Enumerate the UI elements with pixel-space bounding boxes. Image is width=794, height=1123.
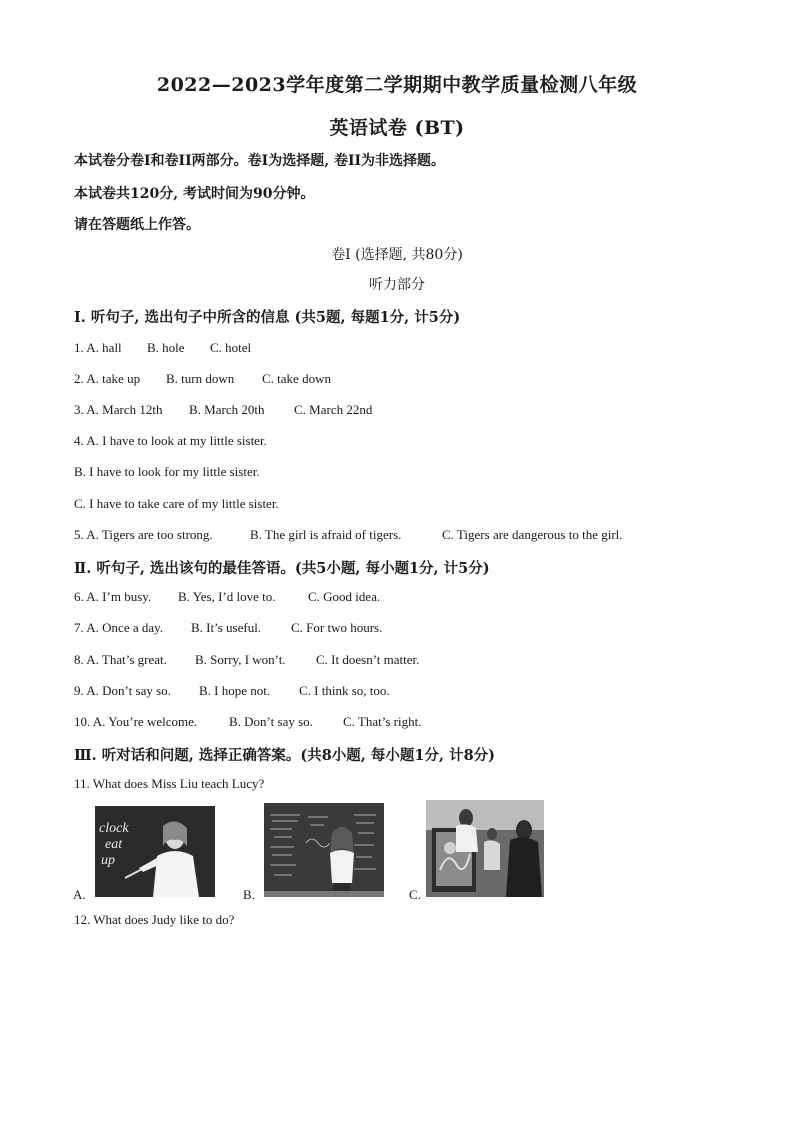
option-b: B. Yes, I’d love to.: [178, 589, 276, 604]
option-c: C. March 22nd: [294, 402, 373, 417]
exam-subtitle: 英语试卷 (BT): [329, 117, 465, 139]
question-6: [74, 589, 380, 605]
question-4-option-a: 4. A. I have to look at my little sister.: [74, 433, 267, 448]
option-a: 9. A. Don’t say so.: [74, 683, 171, 698]
option-b: B. Don’t say so.: [229, 714, 313, 729]
question-5: [74, 527, 623, 543]
option-c: C. For two hours.: [291, 620, 383, 635]
option-a: 2. A. take up: [74, 371, 141, 386]
option-c: C. It doesn’t matter.: [316, 652, 420, 667]
question-4-option-c: C. I have to take care of my little sister.: [74, 496, 279, 511]
picture-a-label: A.: [73, 887, 86, 902]
option-a: 8. A. That’s great.: [74, 652, 167, 667]
option-b: B. hole: [147, 340, 185, 355]
intro-line-2: 本试卷共120分, 考试时间为90分钟。: [74, 186, 315, 202]
part-heading: 听力部分: [369, 277, 425, 293]
volume-heading: 卷I (选择题, 共80分): [331, 247, 463, 263]
intro-line-1: 本试卷分卷I和卷II两部分。卷I为选择题, 卷II为非选择题。: [74, 153, 446, 169]
question-12: 12. What does Judy like to do?: [74, 912, 235, 927]
question-4-option-b: B. I have to look for my little sister.: [74, 464, 260, 479]
question-9: [74, 683, 390, 699]
exam-title: 2022—2023学年度第二学期期中教学质量检测八年级: [156, 74, 638, 96]
option-a: 10. A. You’re welcome.: [74, 714, 198, 729]
question-1: [74, 340, 251, 356]
option-a: 5. A. Tigers are too strong.: [74, 527, 213, 542]
question-8: [74, 652, 419, 668]
intro-line-3: 请在答题纸上作答。: [74, 217, 200, 233]
section-2-heading: Ⅱ. 听句子, 选出该句的最佳答语。(共5小题, 每小题1分, 计5分): [74, 560, 490, 577]
question-11: 11. What does Miss Liu teach Lucy?: [74, 776, 265, 791]
question-3: [74, 402, 372, 418]
option-c: C. I think so, too.: [299, 683, 390, 698]
picture-c-label: C.: [409, 887, 421, 902]
picture-c-art-class: [426, 800, 544, 897]
option-a: 6. A. I’m busy.: [74, 589, 152, 604]
picture-b-label: B.: [243, 887, 255, 902]
option-b: B. It’s useful.: [191, 620, 262, 635]
option-a: 7. A. Once a day.: [74, 620, 164, 635]
board-word-2: eat: [105, 837, 123, 852]
option-a: 3. A. March 12th: [74, 402, 163, 417]
teacher-math-board-image: [264, 803, 384, 897]
option-c: C. That’s right.: [343, 714, 422, 729]
option-c: C. hotel: [210, 340, 252, 355]
option-c: C. Good idea.: [308, 589, 381, 604]
option-b: B. March 20th: [189, 402, 265, 417]
option-b: B. turn down: [166, 371, 235, 386]
picture-a-english-teacher: [95, 806, 215, 897]
question-10: [74, 714, 421, 730]
section-3-heading: Ⅲ. 听对话和问题, 选择正确答案。(共8小题, 每小题1分, 计8分): [74, 747, 496, 764]
teacher-blackboard-image: [95, 806, 215, 897]
option-a: 1. A. hall: [74, 340, 122, 355]
section-1-heading: Ⅰ. 听句子, 选出句子中所含的信息 (共5题, 每题1分, 计5分): [74, 309, 461, 326]
question-7: [74, 620, 382, 636]
board-word-1: clock: [99, 821, 129, 836]
board-word-3: up: [101, 853, 115, 868]
picture-b-math-teacher: [264, 803, 384, 897]
option-b: B. I hope not.: [199, 683, 271, 698]
option-b: B. Sorry, I won’t.: [195, 652, 286, 667]
question-2: [74, 371, 331, 387]
option-b: B. The girl is afraid of tigers.: [250, 527, 402, 542]
painting-class-image: [426, 800, 544, 897]
option-c: C. Tigers are dangerous to the girl.: [442, 527, 623, 542]
option-c: C. take down: [262, 371, 331, 386]
